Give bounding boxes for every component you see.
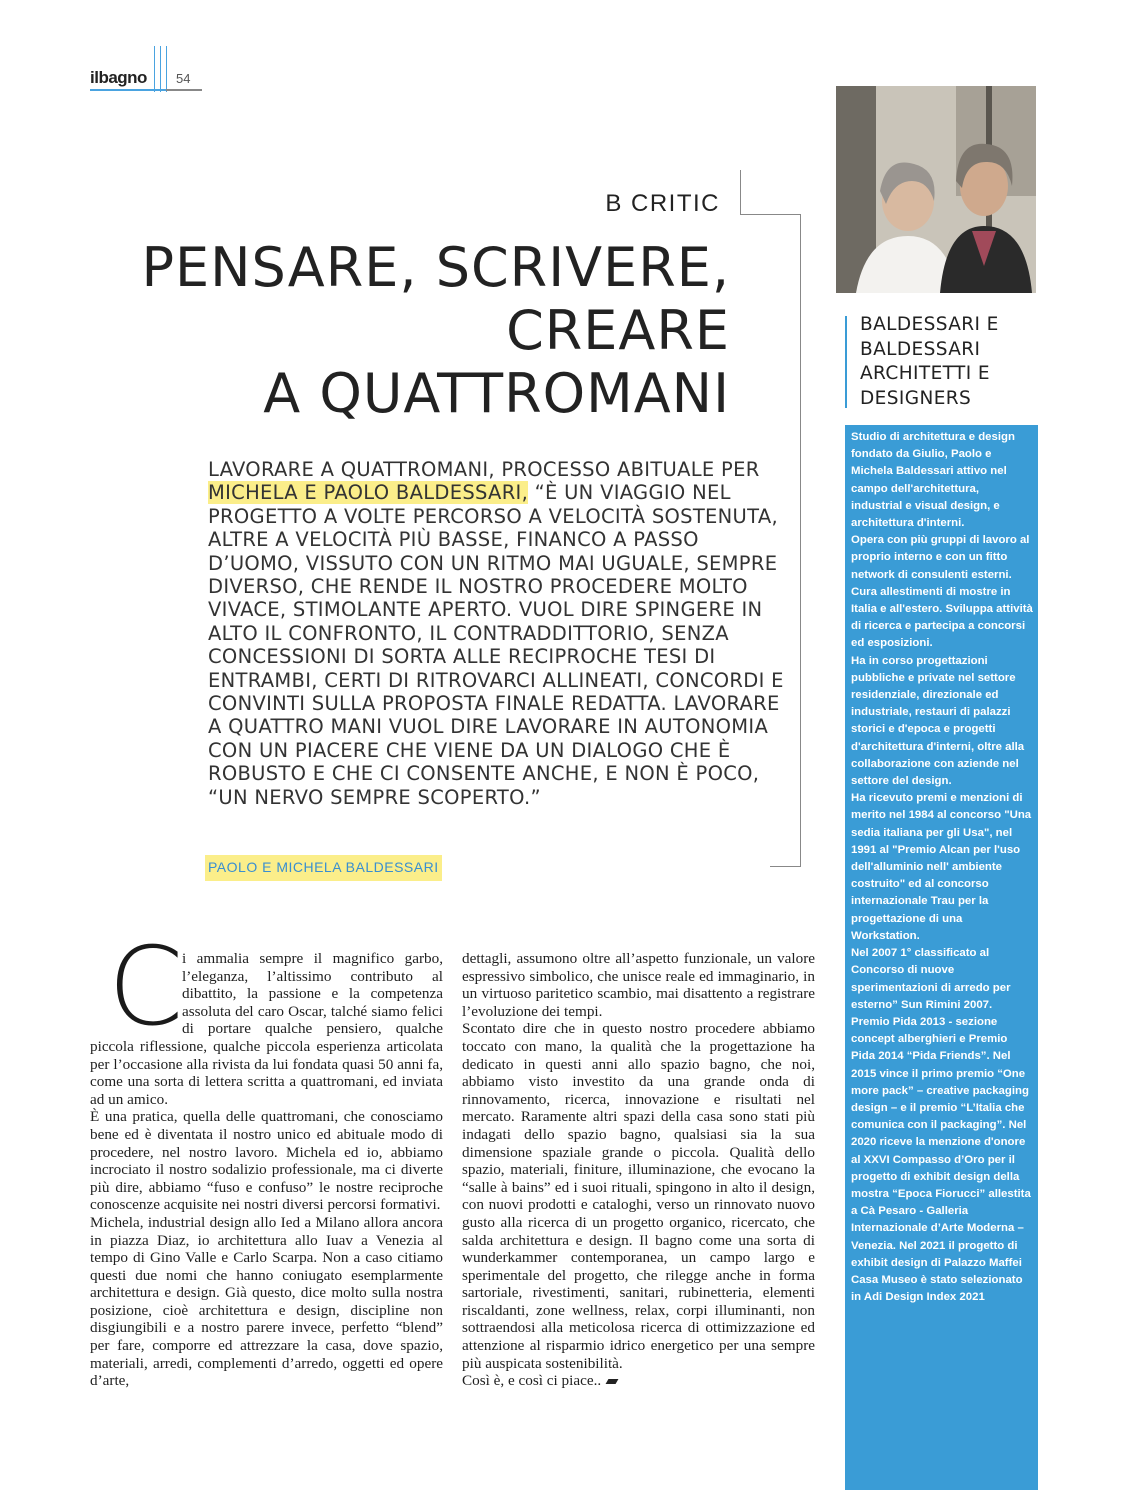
section-rule [740,170,741,214]
title-frame-bottom [770,866,801,867]
body-column-2 [462,950,815,1390]
drop-cap: C [108,925,184,1050]
header-underline-blue [90,89,166,91]
title-frame-right [800,214,801,866]
sidebar-heading: BALDESSARI E BALDESSARI ARCHITETTI E DESIGNERS [860,314,999,409]
header-rule-2 [160,46,161,92]
lead-part-1: LAVORARE A QUATTROMANI, PROCESSO ABITUALE PER [208,458,760,481]
lead-part-2: “È UN VIAGGIO NEL PROGETTO A VOLTE PERCORSO A VELOCITÀ SOSTENUTA, ALTRE A VELOCITÀ PIÙ BASSE, FINANCO A PASSO D’UOMO, VISSUTO CON UN RITMO MAI UGUALE, SEMPRE DIVERSO, CHE RENDE IL NOSTRO PROCEDERE MOLTO VIVACE, STIMOLANTE APERTO. VUOL DIRE SPINGERE IN ALTO IL CONFRONTO, IL CONTRADDITTORIO, SENZA CONCESSIONI DI SORTA ALLE RECIPROCHE TESI DI ENTRAMBI, CERTI DI RITROVARCI ALLINEATI, CONCORDI E CONVINTI SULLA PROPOSTA FINALE REDATTA. LAVORARE A QUATTRO MANI VUOL DIRE LAVORARE IN AUTONOMIA CON UN PIACERE CHE VIENE DA UN DIALOGO CHE È ROBUSTO E CHE CI CONSENTE ANCHE, E NON È POCO, “UN NERVO SEMPRE SCOPERTO.” [208,481,784,809]
end-mark-icon [606,1379,619,1384]
section-label: B CRITIC [605,190,720,217]
sidebar-head-rule [845,316,847,408]
sidebar-paragraph: Ha in corso progettazioni pubbliche e private nel settore residenziale, direzionale ed industriale, restauri di palazzi storici e d'epoca e progetti d'architettura d'interni, oltre alla collaborazione con aziende nel settore del design. [851,654,1025,788]
title-frame-top [740,214,800,215]
title-line-3: A QUATTROMANI [263,362,730,426]
lead-highlight: MICHELA E PAOLO BALDESSARI, [208,481,529,505]
body-closing: Così è, e così ci piace.. [462,1372,815,1390]
header-underline-grey [166,89,202,91]
body-paragraph: i ammalia sempre il magnifico garbo, l’eleganza, l’altissimo contributo al dibattito, la passione e la competenza assoluta del caro Oscar, talché siamo felici di portare qualche pensiero, qualche piccola riflessione, qualche piccola esperienza articolata per l’occasione alla rivista da lui fondata quasi 50 anni fa, come una sorta di lettera scritta a quattromani, ed inviata ad un amico. [90,950,443,1108]
page-number: 54 [176,71,191,86]
magazine-logo: ilbagno [90,68,147,87]
header-rule-3 [166,46,167,92]
sidebar-paragraph: Opera con più gruppi di lavoro al proprio interno e con un fitto network di consulenti esterni. Cura allestimenti di mostre in Italia e all'estero. Sviluppa attività di ricerca e partecipa a concorsi ed esposizioni. [851,534,1033,650]
body-paragraph: È una pratica, quella delle quattromani, che conosciamo bene ed è diventata il nostro unico ed abituale modo di procedere, nel nostro lavoro. Michela ed io, abbiamo incrociato il nostro sodalizio professionale, ma ci diverte più dire, abbiamo “fuso e confuso” le nostre reciproche conoscenze acquisite nei nostri diversi percorsi formativi. [90,1108,443,1214]
sidebar-paragraph: Ha ricevuto premi e menzioni di merito nel 1984 al concorso "Una sedia italiana per gli Usa", nel 1991 al "Premio Alcan per l'uso dell'alluminio nell' ambiente costruito" ed al concorso internazionale Trau per la progettazione di una Workstation. [851,792,1032,942]
signature: PAOLO E MICHELA BALDESSARI [205,855,442,881]
body-paragraph: Michela, industrial design allo Ied a Milano allora ancora in piazza Diaz, io architettura allo Iuav a Venezia al tempo di Gino Valle e Carlo Scarpa. Non a caso citiamo questi due nomi che hanno coniugato esemplarmente architettura e design. Già questo, dice molto sulla nostra posizione, cioè architettura e design, discipline non disgiungibili e a nostro parere invece, perfetto “blend” per fare, comporre ed attrezzare la casa, dove spazio, materiali, arredi, complementi d’arredo, oggetti ed opere d’arte, [90,1213,443,1390]
sidebar-paragraph: Nel 2007 1° classificato al Concorso di nuove sperimentazioni di arredo per esterno” Sun Rimini 2007. Premio Pida 2013 - sezione concept alberghieri e Premio Pida 2014 “Pida Friends”. Nel 2015 vince il primo premio “One more pack” – creative packaging design – e il premio “L’Italia che comunica con il packaging”. Nel 2020 riceve la menzione d'onore al XXVI Compasso d’Oro per il progetto di exhibit design della mostra “Epoca Fiorucci” allestita a Cà Pesaro - Galleria Internazionale d’Arte Moderna – Venezia. Nel 2021 il progetto di exhibit design di Palazzo Maffei Casa Museo è stato selezionato in Adi Design Index 2021 [851,947,1031,1304]
sidebar-text [851,429,1033,1306]
author-photo [836,86,1036,293]
body-paragraph: dettagli, assumono oltre all’aspetto funzionale, un valore espressivo simbolico, che unisce reale ed immaginario, in un virtuoso paritetico scambio, mai disattento a registrare l’evoluzione dei tempi. [462,950,815,1020]
title-line-1: PENSARE, SCRIVERE, [141,236,730,299]
article-title [120,236,730,426]
title-line-2: CREARE [506,299,730,363]
sidebar-paragraph: Studio di architettura e design fondato da Giulio, Paolo e Michela Baldessari attivo nel campo dell'architettura, industrial e visual design, e architettura d'interni. [851,431,1015,530]
header-rule-1 [154,46,155,92]
body-paragraph: Scontato dire che in questo nostro procedere abbiamo toccato con mano, la qualità che la progettazione ha dedicato in questi anni allo spazio bagno, che noi, abbiamo visto investito da una grande onda di rinnovamento, ricerca, innovazione e risultati nel mercato. Raramente altri spazi della casa sono stati più indagati dello spazio bagno, qualsiasi sia la sua dimensione spaziale grande o piccola. Qualità dello spazio, materiali, finiture, illuminazione, che evocano la “salle à bains” ed i suoi rituali, spingono in alto il design, con nuovi prodotti e cataloghi, verso un rinnovato nuovo gusto alla ricerca di un progetto organico, ricercato, che salda architettura e design. Il bagno come una sorta di wunderkammer contemporanea, un campo largo e sperimentale del progetto, che rilegge anche in forma sartoriale, rivestimenti, sanitari, rubinetteria, elementi riscaldanti, zone wellness, relax, corpi illuminanti, non sottraendosi alla meticolosa ricerca di ottimizzazione ed attenzione al risparmio idrico energetico per una sempre più auspicata sostenibilità. [462,1020,815,1372]
body-column-1 [90,950,443,1390]
author-photo-illustration [836,86,1036,293]
lead-paragraph [208,458,788,809]
